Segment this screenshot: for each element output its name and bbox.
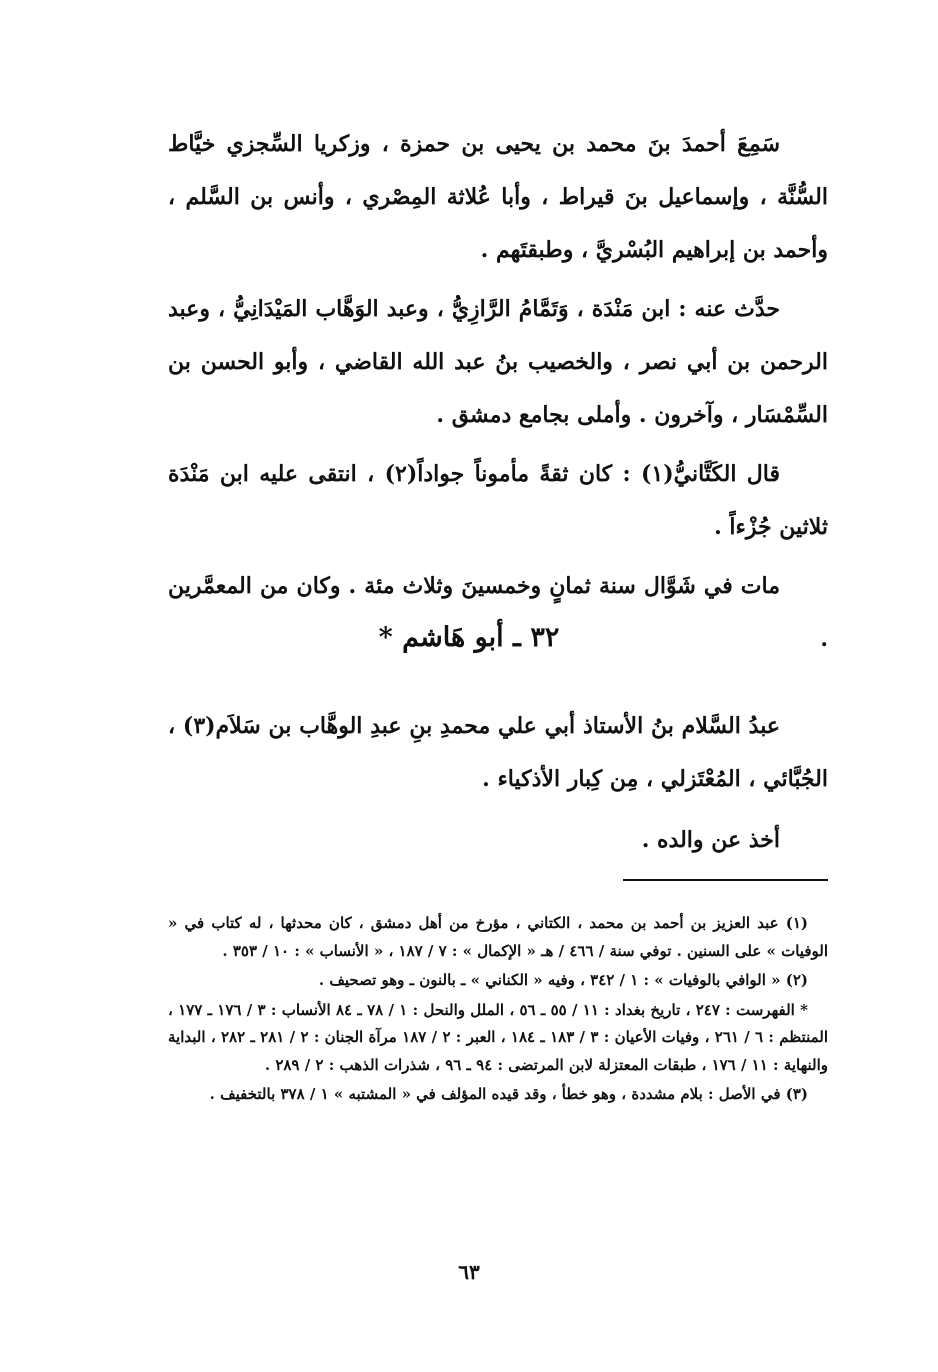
footnote-2: (٢) « الوافي بالوفيات » : ١ / ٣٤٢ ، وفيه « الكناني » ـ بالنون ـ وهو تصحيف . xyxy=(318,971,808,989)
paragraph-heard-from: سَمِعَ أحمدَ بنَ محمد بن يحيى بن حمزة ، وزكريا السِّجزي خيَّاط السُّنَّة ، وإسماعيل بنَ قيراط ، وأبا عُلاثة المِصْري ، وأنس بن السَّلم ، وأحمد بن إبراهيم البُسْريَّ ، وطبقتَهم . xyxy=(168,131,828,263)
entry-text-block xyxy=(168,700,828,875)
paragraph-took-from-father: أخذ عن والده . xyxy=(641,827,780,853)
entry-heading: ٣٢ ـ أبو هَاشم * xyxy=(378,622,560,653)
main-text-block xyxy=(168,118,828,672)
footnote-divider xyxy=(623,879,828,881)
paragraph-death: مات في شَوَّال سنة ثمانٍ وخمسينَ وثلاث مئة . وكان من المعمَّرين . xyxy=(168,573,828,652)
footnotes-block xyxy=(168,910,828,1111)
paragraph-narrated-from-him: حدَّث عنه : ابن مَنْدَة ، وَتَمَّامُ الرَّازِيُّ ، وعبد الوَهَّاب المَيْدَانِيُّ ، وعبد الرحمن بن أبي نصر ، والخصيب بنُ عبد الله القاضي ، وأبو الحسن بن السِّمْسَار ، وآخرون . وأملى بجامع دمشق . xyxy=(168,296,828,428)
paragraph-kattani-said: قال الكَتَّانيُّ(١) : كان ثقةً مأموناً جواداً(٢) ، انتقى عليه ابن مَنْدَة ثلاثين جُزْءاً . xyxy=(168,461,828,540)
footnote-1: (١) عبد العزيز بن أحمد بن محمد ، الكتاني ، مؤرخ من أهل دمشق ، كان محدثها ، له كتاب في « الوفيات » على السنين . توفي سنة / ٤٦٦ / هـ « الإكمال » : ٧ / ١٨٧ ، « الأنساب » : ١٠ / ٣٥٣ . xyxy=(168,914,828,960)
page-number: ٦٣ xyxy=(458,1260,480,1284)
paragraph-entry-name: عبدُ السَّلام بنُ الأستاذ أبي علي محمدِ بنِ عبدِ الوهَّاب بن سَلاَم(٣) ، الجُبَّائي ، المُعْتَزلي ، مِن كِبار الأذكياء . xyxy=(168,713,828,792)
footnote-3: (٣) في الأصل : بلام مشددة ، وهو خطأ ، وقد قيده المؤلف في « المشتبه » ١ / ٣٧٨ بالتخفيف . xyxy=(209,1085,808,1103)
footnote-sources: * الفهرست : ٢٤٧ ، تاريخ بغداد : ١١ / ٥٥ ـ ٥٦ ، الملل والنحل : ١ / ٧٨ ـ ٨٤ الأنساب : ٣ / ١٧٦ ـ ١٧٧ ، المنتظم : ٦ / ٢٦١ ، وفيات الأعيان : ٣ / ١٨٣ ـ ١٨٤ ، العبر : ٢ / ١٨٧ مرآة الجنان : ٢ / ٢٨١ ـ ٢٨٢ ، البداية والنهاية : ١١ / ١٧٦ ، طبقات المعتزلة لابن المرتضى : ٩٤ ـ ٩٦ ، شذرات الذهب : ٢ / ٢٨٩ . xyxy=(168,1000,829,1074)
